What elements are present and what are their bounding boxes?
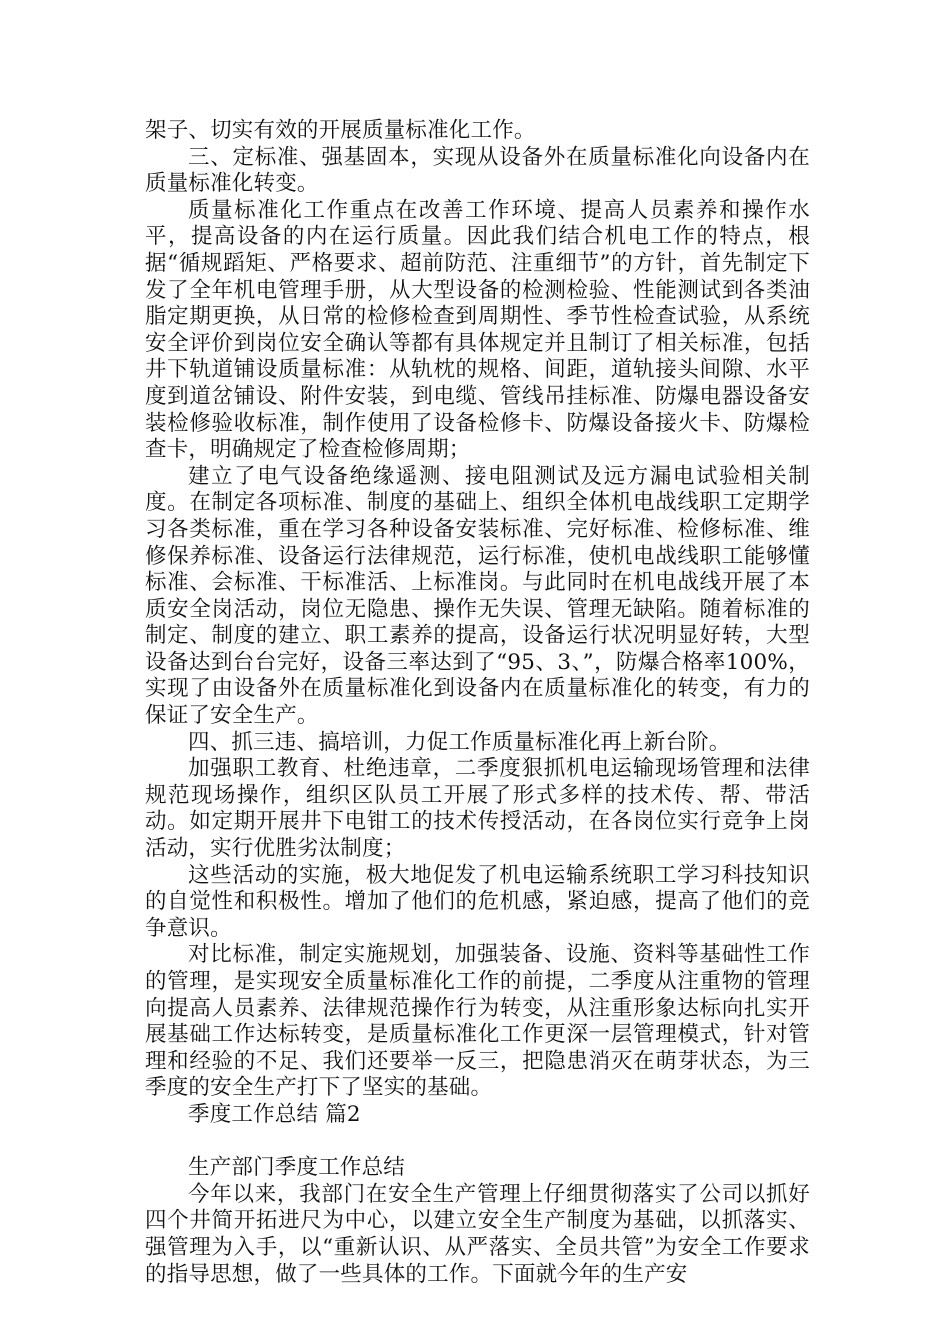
paragraph-continuation: 架子、切实有效的开展质量标准化工作。 [145,118,536,143]
paragraph-comparison: 对比标准，制定实施规划，加强装备、设施、资料等基础性工作的管理，是实现安全质量标准化工作的前提，二季度从注重物的管理向提高人员素养、法律规范操作行为转变，从注重形象达标向扎实开展基础工作达标转变，是质量标准化工作更深一层管理模式，针对管理和经验的不足、我们还要举一反三，把隐患消灭在萌芽状态，为三季度的安全生产打下了坚实的基础。 [145,942,810,1101]
article-title-2: 季度工作总结 篇2 [188,1101,361,1127]
article-subtitle: 生产部门季度工作总结 [188,1155,406,1181]
document-page [145,118,810,1288]
paragraph-electrical-system: 建立了电气设备绝缘遥测、接电阻测试及远方漏电试验相关制度。在制定各项标准、制度的基础上、组织全体机电战线职工定期学习各类标准，重在学习各种设备安装标准、完好标准、检修标准、维修保养标准、设备运行法律规范，运行标准，使机电战线职工能够懂标准、会标准、干标准活、上标准岗。与此同时在机电战线开展了本质安全岗活动，岗位无隐患、操作无失误、管理无缺陷。随着标准的制定、制度的建立、职工素养的提高，设备运行状况明显好转，大型设备达到台台完好，设备三率达到了“95、3、”，防爆合格率100%，实现了由设备外在质量标准化到设备内在质量标准化的转变，有力的保证了安全生产。 [145,463,810,729]
paragraph-staff-education: 加强职工教育、杜绝违章，二季度狠抓机电运输现场管理和法律规范现场操作，组织区队员工开展了形式多样的技术传、帮、带活动。如定期开展井下电钳工的技术传授活动，在各岗位实行竞争上岗活动，实行优胜劣汰制度； [145,756,810,862]
paragraph-activities: 这些活动的实施，极大地促发了机电运输系统职工学习科技知识的自觉性和积极性。增加了他们的危机感，紧迫感，提高了他们的竞争意识。 [145,862,810,941]
paragraph-intro: 今年以来，我部门在安全生产管理上仔细贯彻落实了公司以抓好四个井简开拓进尺为中心，以建立安全生产制度为基础，以抓落实、强管理为入手，以“重新认识、从严落实、全员共管”为安全工作要求的指导思想，做了一些具体的工作。下面就今年的生产安 [145,1181,810,1287]
paragraph-quality-standard: 质量标准化工作重点在改善工作环境、提高人员素养和操作水平，提高设备的内在运行质量。因此我们结合机电工作的特点，根据“循规蹈矩、严格要求、超前防范、注重细节”的方针，首先制定下发了全年机电管理手册，从大型设备的检测检验、性能测试到各类油脂定期更换，从日常的检修检查到周期性、季节性检查试验，从系统安全评价到岗位安全确认等都有具体规定并且制订了相关标准，包括井下轨道铺设质量标准：从轨枕的规格、间距，道轨接头间隙、水平度到道岔铺设、附件安装，到电缆、管线吊挂标准、防爆电器设备安装检修验收标准，制作使用了设备检修卡、防爆设备接火卡、防爆检查卡，明确规定了检查检修周期； [145,197,810,463]
blank-line [145,1129,810,1156]
section-heading-4: 四、抓三违、搞培训，力促工作质量标准化再上新台阶。 [188,729,731,755]
section-heading-3: 三、定标准、强基固本，实现从设备外在质量标准化向设备内在质量标准化转变。 [145,144,810,197]
